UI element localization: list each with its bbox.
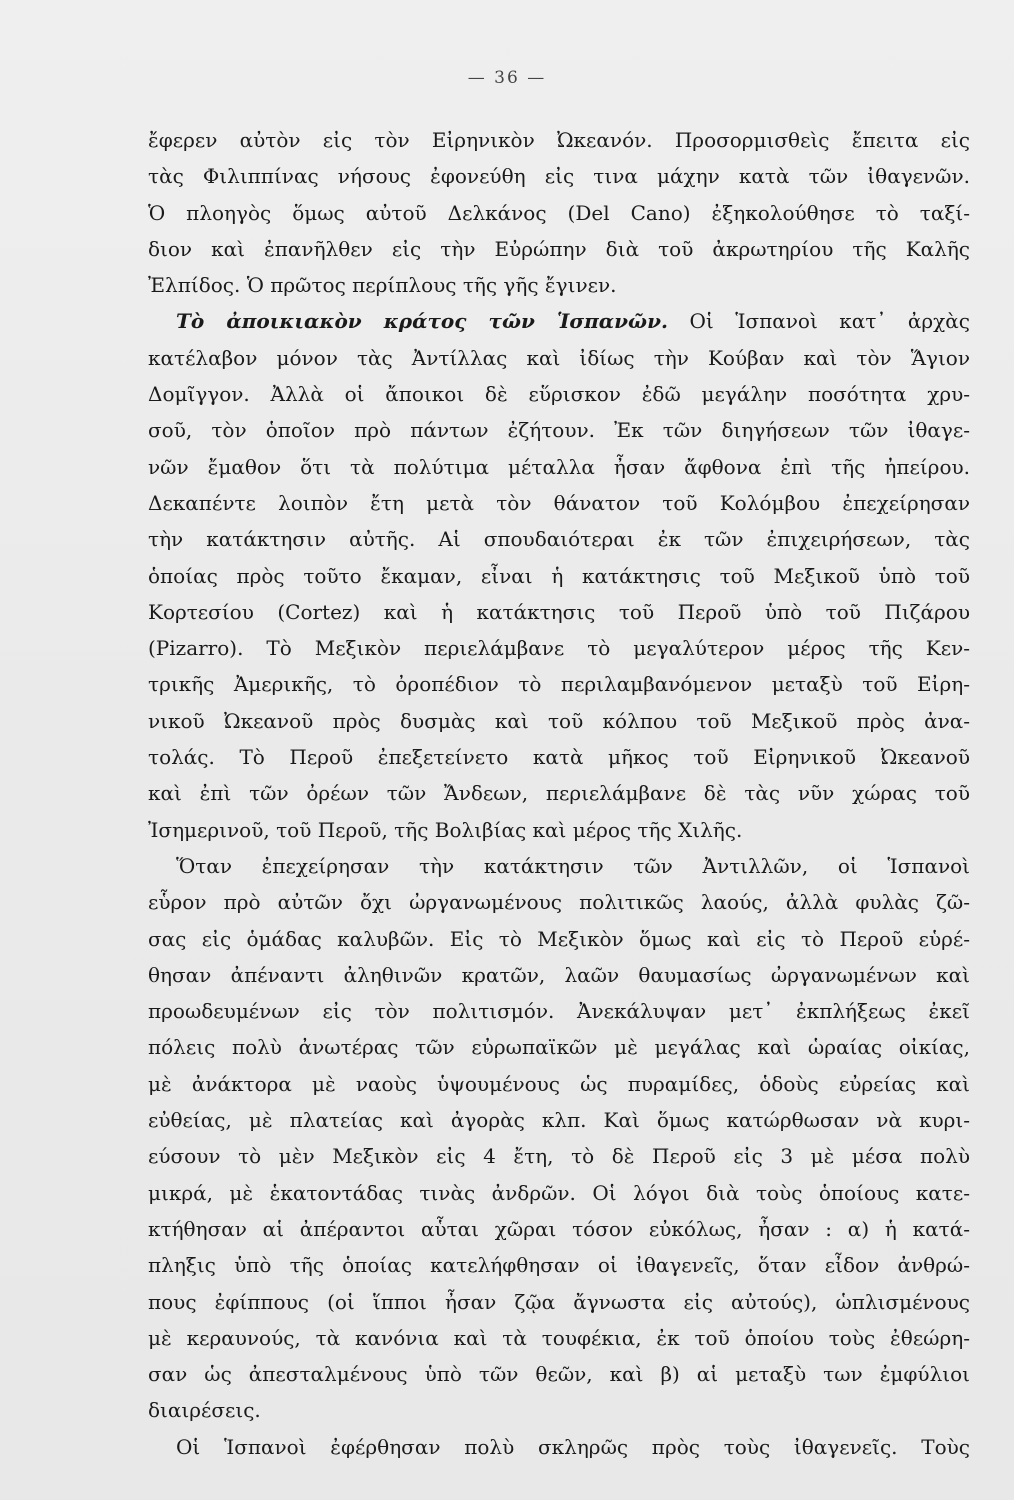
text-line: τὴν κατάκτησιν αὐτῆς. Αἱ σπουδαιότεραι ἐκ τῶν ἐπιχειρήσεων, τὰς: [148, 527, 970, 552]
text-line: μὲ κεραυνούς, τὰ κανόνια καὶ τὰ τουφέκια, ἐκ τοῦ ὁποίου τοὺς ἐθεώρη-: [148, 1325, 970, 1350]
text-line: νικοῦ Ὠκεανοῦ πρὸς δυσμὰς καὶ τοῦ κόλπου τοῦ Μεξικοῦ πρὸς ἀνα-: [148, 708, 970, 733]
text-line: Δεκαπέντε λοιπὸν ἔτη μετὰ τὸν θάνατον τοῦ Κολόμβου ἐπεχείρησαν: [148, 490, 970, 515]
text-line: Κορτεσίου (Cortez) καὶ ἡ κατάκτησις τοῦ Περοῦ ὑπὸ τοῦ Πιζάρου: [148, 599, 970, 624]
text-line: Οἱ Ἱσπανοὶ ἐφέρθησαν πολὺ σκληρῶς πρὸς τοὺς ἰθαγενεῖς. Τοὺς: [176, 1434, 970, 1459]
text-line: διον καὶ ἐπανῆλθεν εἰς τὴν Εὐρώπην διὰ τοῦ ἀκρωτηρίου τῆς Καλῆς: [148, 236, 970, 261]
text-line: σαν ὡς ἀπεσταλμένους ὑπὸ τῶν θεῶν, καὶ β) αἱ μεταξὺ των ἐμφύλιοι: [148, 1362, 970, 1387]
text-line: εύσουν τὸ μὲν Μεξικὸν εἰς 4 ἔτη, τὸ δὲ Περοῦ εἰς 3 μὲ μέσα πολὺ: [148, 1144, 970, 1169]
text-line: τρικῆς Ἀμερικῆς, τὸ ὀροπέδιον τὸ περιλαμβανόμενον μεταξὺ τοῦ Εἰρη-: [148, 672, 970, 697]
text-line: Ὁ πλοηγὸς ὅμως αὐτοῦ Δελκάνος (Del Cano) ἐξηκολούθησε τὸ ταξί-: [148, 200, 970, 225]
body-text: [148, 122, 970, 1465]
text-line: τὰς Φιλιππίνας νήσους ἐφονεύθη εἰς τινα μάχην κατὰ τῶν ἰθαγενῶν.: [148, 164, 970, 189]
text-line: μὲ ἀνάκτορα μὲ ναοὺς ὑψουμένους ὡς πυραμίδες, ὁδοὺς εὐρείας καὶ: [148, 1071, 970, 1096]
section-heading: Τὸ ἀποικιακὸν κράτος τῶν Ἱσπανῶν.: [176, 309, 668, 334]
text-line: προωδευμένων εἰς τὸν πολιτισμόν. Ἀνεκάλυψαν μετ᾽ ἐκπλήξεως ἐκεῖ: [148, 999, 970, 1024]
text-line: Ἐλπίδος. Ὁ πρῶτος περίπλους τῆς γῆς ἔγινεν.: [148, 273, 617, 298]
text-line: θησαν ἀπέναντι ἀληθινῶν κρατῶν, λαῶν θαυμασίως ὠργανωμένων καὶ: [148, 962, 970, 987]
text-line: πόλεις πολὺ ἀνωτέρας τῶν εὐρωπαϊκῶν μὲ μεγάλας καὶ ὡραίας οἰκίας,: [148, 1035, 970, 1060]
text-line: πληξις ὑπὸ τῆς ὁποίας κατελήφθησαν οἱ ἰθαγενεῖς, ὅταν εἶδον ἀνθρώ-: [148, 1253, 970, 1278]
text-line: καὶ ἐπὶ τῶν ὀρέων τῶν Ἄνδεων, περιελάμβανε δὲ τὰς νῦν χώρας τοῦ: [148, 781, 970, 806]
text-line: διαιρέσεις.: [148, 1398, 261, 1423]
text-line: Δομῖγγον. Ἀλλὰ οἱ ἄποικοι δὲ εὕρισκον ἐδῶ μεγάλην ποσότητα χρυ-: [148, 382, 970, 407]
text-line: μικρά, μὲ ἑκατοντάδας τινὰς ἀνδρῶν. Οἱ λόγοι διὰ τοὺς ὁποίους κατε-: [148, 1180, 970, 1205]
text-line: εὗρον πρὸ αὐτῶν ὄχι ὠργανωμένους πολιτικῶς λαούς, ἀλλὰ φυλὰς ζῶ-: [148, 890, 970, 915]
text-line: τολάς. Τὸ Περοῦ ἐπεξετείνετο κατὰ μῆκος τοῦ Εἰρηνικοῦ Ὠκεανοῦ: [148, 745, 970, 770]
text-line: ὁποίας πρὸς τοῦτο ἔκαμαν, εἶναι ἡ κατάκτησις τοῦ Μεξικοῦ ὑπὸ τοῦ: [148, 563, 970, 588]
section-heading-line: [148, 303, 970, 339]
text-line: Ἰσημερινοῦ, τοῦ Περοῦ, τῆς Βολιβίας καὶ μέρος τῆς Χιλῆς.: [148, 817, 743, 842]
text-line: σας εἰς ὁμάδας καλυβῶν. Εἰς τὸ Μεξικὸν ὅμως καὶ εἰς τὸ Περοῦ εὑρέ-: [148, 926, 970, 951]
text-line: εὐθείας, μὲ πλατείας καὶ ἀγορὰς κλπ. Καὶ ὅμως κατώρθωσαν νὰ κυρι-: [148, 1108, 970, 1133]
text-segment: Οἱ Ἱσπανοὶ κατ᾽ ἀρχὰς: [689, 309, 970, 334]
text-line: ἔφερεν αὐτὸν εἰς τὸν Εἰρηνικὸν Ὠκεανόν. Προσορμισθεὶς ἔπειτα εἰς: [148, 128, 970, 152]
text-line: νῶν ἔμαθον ὅτι τὰ πολύτιμα μέταλλα ἦσαν ἄφθονα ἐπὶ τῆς ἠπείρου.: [148, 454, 970, 479]
text-line: πους ἐφίππους (οἱ ἵπποι ἦσαν ζῷα ἄγνωστα εἰς αὐτούς), ὡπλισμένους: [148, 1289, 970, 1314]
page-number: — 36 —: [467, 68, 547, 88]
text-line: σοῦ, τὸν ὁποῖον πρὸ πάντων ἐζήτουν. Ἐκ τῶν διηγήσεων τῶν ἰθαγε-: [148, 418, 970, 443]
text-line: κτήθησαν αἱ ἀπέραντοι αὗται χῶραι τόσον εὐκόλως, ἦσαν : α) ἡ κατά-: [148, 1216, 970, 1241]
text-line: κατέλαβον μόνον τὰς Ἀντίλλας καὶ ἰδίως τὴν Κούβαν καὶ τὸν Ἅγιον: [148, 345, 970, 370]
text-line: (Pizarro). Τὸ Μεξικὸν περιελάμβανε τὸ μεγαλύτερον μέρος τῆς Κεν-: [148, 636, 970, 661]
text-line: Ὅταν ἐπεχείρησαν τὴν κατάκτησιν τῶν Ἀντιλλῶν, οἱ Ἱσπανοὶ: [176, 853, 970, 878]
